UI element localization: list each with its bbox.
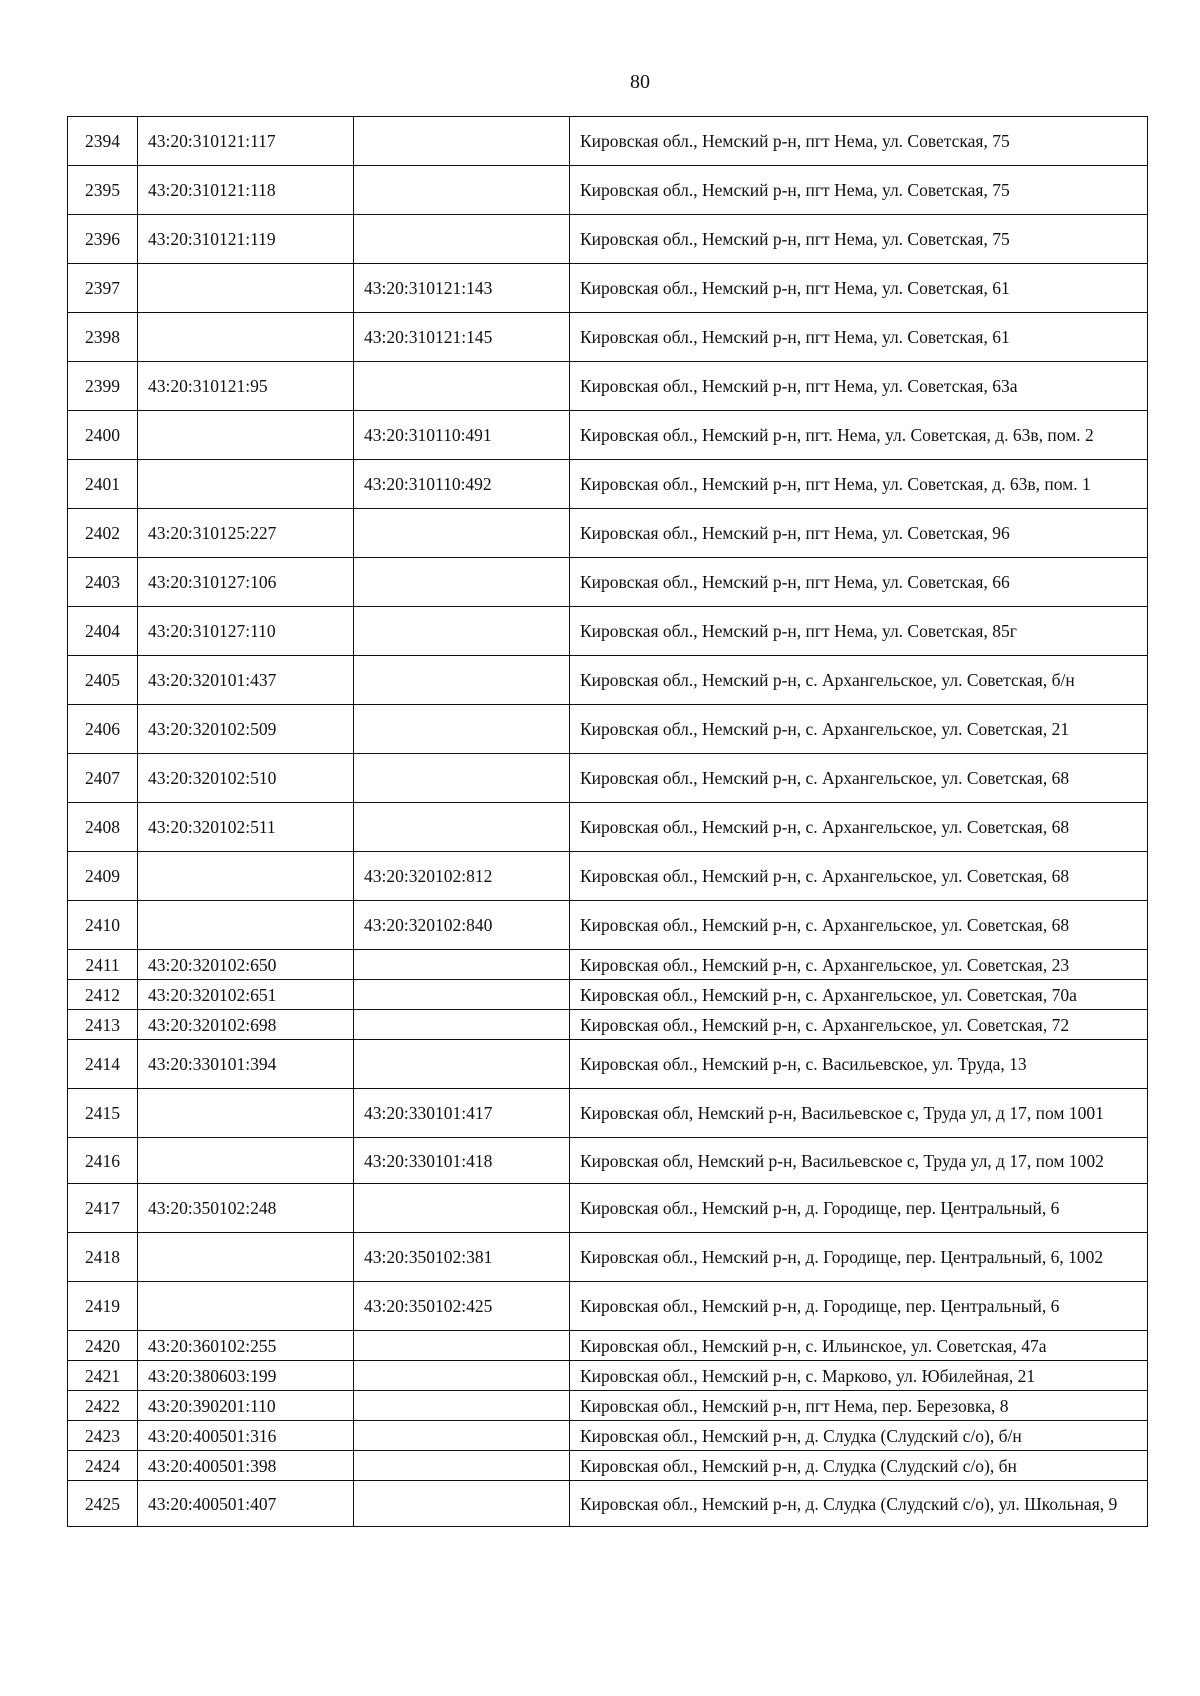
cadastral-number-cell: 43:20:400501:316 [138, 1421, 354, 1451]
row-number-cell: 2410 [68, 901, 138, 950]
table-row [68, 607, 1148, 656]
object-cadastral-number-cell [354, 1184, 570, 1233]
object-cadastral-number-cell [354, 980, 570, 1010]
row-number-cell: 2416 [68, 1138, 138, 1184]
table-row [68, 705, 1148, 754]
address-cell: Кировская обл., Немский р-н, пгт. Нема, ул. Советская, д. 63в, пом. 2 [570, 411, 1148, 460]
table-row [68, 852, 1148, 901]
address-cell: Кировская обл., Немский р-н, пгт Нема, пер. Березовка, 8 [570, 1391, 1148, 1421]
table-row [68, 117, 1148, 166]
table-row [68, 1282, 1148, 1331]
table-row [68, 980, 1148, 1010]
object-cadastral-number-cell [354, 607, 570, 656]
object-cadastral-number-cell [354, 1010, 570, 1040]
cadastral-number-cell: 43:20:400501:398 [138, 1451, 354, 1481]
row-number-cell: 2406 [68, 705, 138, 754]
address-cell: Кировская обл., Немский р-н, пгт Нема, ул. Советская, д. 63в, пом. 1 [570, 460, 1148, 509]
row-number-cell: 2425 [68, 1481, 138, 1527]
object-cadastral-number-cell: 43:20:310110:492 [354, 460, 570, 509]
row-number-cell: 2419 [68, 1282, 138, 1331]
table-row [68, 1089, 1148, 1138]
address-cell: Кировская обл., Немский р-н, д. Городище, пер. Центральный, 6 [570, 1282, 1148, 1331]
address-cell: Кировская обл., Немский р-н, д. Слудка (Слудский с/о), б/н [570, 1421, 1148, 1451]
table-row [68, 460, 1148, 509]
address-cell: Кировская обл., Немский р-н, с. Ильинское, ул. Советская, 47а [570, 1331, 1148, 1361]
row-number-cell: 2424 [68, 1451, 138, 1481]
address-cell: Кировская обл, Немский р-н, Васильевское с, Труда ул, д 17, пом 1001 [570, 1089, 1148, 1138]
object-cadastral-number-cell [354, 1481, 570, 1527]
address-cell: Кировская обл., Немский р-н, пгт Нема, ул. Советская, 85г [570, 607, 1148, 656]
table-row [68, 950, 1148, 980]
cadastral-number-cell [138, 460, 354, 509]
object-cadastral-number-cell [354, 705, 570, 754]
object-cadastral-number-cell [354, 1331, 570, 1361]
table-row [68, 1451, 1148, 1481]
row-number-cell: 2405 [68, 656, 138, 705]
row-number-cell: 2420 [68, 1331, 138, 1361]
object-cadastral-number-cell [354, 950, 570, 980]
object-cadastral-number-cell: 43:20:320102:840 [354, 901, 570, 950]
address-cell: Кировская обл., Немский р-н, с. Васильевское, ул. Труда, 13 [570, 1040, 1148, 1089]
row-number-cell: 2407 [68, 754, 138, 803]
address-cell: Кировская обл., Немский р-н, пгт Нема, ул. Советская, 66 [570, 558, 1148, 607]
table-row [68, 1040, 1148, 1089]
cadastral-number-cell: 43:20:360102:255 [138, 1331, 354, 1361]
cadastral-number-cell: 43:20:310121:119 [138, 215, 354, 264]
address-cell: Кировская обл., Немский р-н, пгт Нема, ул. Советская, 75 [570, 215, 1148, 264]
cadastral-number-cell: 43:20:350102:248 [138, 1184, 354, 1233]
table-row [68, 1421, 1148, 1451]
row-number-cell: 2399 [68, 362, 138, 411]
cadastral-number-cell: 43:20:310121:118 [138, 166, 354, 215]
object-cadastral-number-cell: 43:20:310121:143 [354, 264, 570, 313]
address-cell: Кировская обл., Немский р-н, с. Архангельское, ул. Советская, 68 [570, 803, 1148, 852]
cadastral-number-cell [138, 901, 354, 950]
row-number-cell: 2402 [68, 509, 138, 558]
table-row [68, 558, 1148, 607]
address-cell: Кировская обл, Немский р-н, Васильевское с, Труда ул, д 17, пом 1002 [570, 1138, 1148, 1184]
address-cell: Кировская обл., Немский р-н, пгт Нема, ул. Советская, 61 [570, 313, 1148, 362]
object-cadastral-number-cell [354, 656, 570, 705]
row-number-cell: 2421 [68, 1361, 138, 1391]
row-number-cell: 2398 [68, 313, 138, 362]
row-number-cell: 2400 [68, 411, 138, 460]
row-number-cell: 2403 [68, 558, 138, 607]
address-cell: Кировская обл., Немский р-н, д. Городище, пер. Центральный, 6 [570, 1184, 1148, 1233]
object-cadastral-number-cell [354, 803, 570, 852]
object-cadastral-number-cell [354, 1391, 570, 1421]
table-row [68, 411, 1148, 460]
object-cadastral-number-cell: 43:20:320102:812 [354, 852, 570, 901]
table-row [68, 1391, 1148, 1421]
cadastral-number-cell: 43:20:320102:511 [138, 803, 354, 852]
address-cell: Кировская обл., Немский р-н, д. Слудка (Слудский с/о), бн [570, 1451, 1148, 1481]
table-body [68, 117, 1148, 1527]
object-cadastral-number-cell: 43:20:350102:425 [354, 1282, 570, 1331]
address-cell: Кировская обл., Немский р-н, с. Архангельское, ул. Советская, 68 [570, 852, 1148, 901]
cadastral-number-cell [138, 411, 354, 460]
cadastral-number-cell: 43:20:310127:106 [138, 558, 354, 607]
address-cell: Кировская обл., Немский р-н, пгт Нема, ул. Советская, 75 [570, 166, 1148, 215]
object-cadastral-number-cell [354, 509, 570, 558]
object-cadastral-number-cell [354, 362, 570, 411]
cadastral-number-cell [138, 313, 354, 362]
table-row [68, 509, 1148, 558]
table-row [68, 362, 1148, 411]
table-row [68, 1481, 1148, 1527]
address-cell: Кировская обл., Немский р-н, пгт Нема, ул. Советская, 61 [570, 264, 1148, 313]
address-cell: Кировская обл., Немский р-н, с. Архангельское, ул. Советская, 70а [570, 980, 1148, 1010]
cadastral-number-cell: 43:20:310121:95 [138, 362, 354, 411]
address-cell: Кировская обл., Немский р-н, с. Архангельское, ул. Советская, б/н [570, 656, 1148, 705]
object-cadastral-number-cell [354, 1361, 570, 1391]
table-row [68, 656, 1148, 705]
cadastral-number-cell [138, 1138, 354, 1184]
cadastral-number-cell: 43:20:320102:650 [138, 950, 354, 980]
registry-table [67, 116, 1148, 1527]
row-number-cell: 2422 [68, 1391, 138, 1421]
row-number-cell: 2412 [68, 980, 138, 1010]
cadastral-number-cell: 43:20:320101:437 [138, 656, 354, 705]
address-cell: Кировская обл., Немский р-н, д. Слудка (Слудский с/о), ул. Школьная, 9 [570, 1481, 1148, 1527]
cadastral-number-cell: 43:20:320102:698 [138, 1010, 354, 1040]
cadastral-number-cell: 43:20:400501:407 [138, 1481, 354, 1527]
cadastral-number-cell: 43:20:380603:199 [138, 1361, 354, 1391]
address-cell: Кировская обл., Немский р-н, д. Городище, пер. Центральный, 6, 1002 [570, 1233, 1148, 1282]
object-cadastral-number-cell [354, 558, 570, 607]
cadastral-number-cell: 43:20:390201:110 [138, 1391, 354, 1421]
row-number-cell: 2409 [68, 852, 138, 901]
address-cell: Кировская обл., Немский р-н, пгт Нема, ул. Советская, 96 [570, 509, 1148, 558]
object-cadastral-number-cell: 43:20:310110:491 [354, 411, 570, 460]
row-number-cell: 2423 [68, 1421, 138, 1451]
cadastral-number-cell [138, 1233, 354, 1282]
object-cadastral-number-cell [354, 1421, 570, 1451]
table-row [68, 313, 1148, 362]
object-cadastral-number-cell: 43:20:330101:417 [354, 1089, 570, 1138]
object-cadastral-number-cell [354, 1451, 570, 1481]
address-cell: Кировская обл., Немский р-н, с. Архангельское, ул. Советская, 23 [570, 950, 1148, 980]
address-cell: Кировская обл., Немский р-н, с. Марково, ул. Юбилейная, 21 [570, 1361, 1148, 1391]
table-row [68, 1361, 1148, 1391]
cadastral-number-cell: 43:20:310121:117 [138, 117, 354, 166]
table-row [68, 1331, 1148, 1361]
row-number-cell: 2395 [68, 166, 138, 215]
table-row [68, 166, 1148, 215]
row-number-cell: 2396 [68, 215, 138, 264]
row-number-cell: 2394 [68, 117, 138, 166]
table-row [68, 1010, 1148, 1040]
table-row [68, 1233, 1148, 1282]
object-cadastral-number-cell [354, 754, 570, 803]
row-number-cell: 2418 [68, 1233, 138, 1282]
row-number-cell: 2404 [68, 607, 138, 656]
object-cadastral-number-cell: 43:20:310121:145 [354, 313, 570, 362]
object-cadastral-number-cell [354, 117, 570, 166]
object-cadastral-number-cell [354, 166, 570, 215]
row-number-cell: 2413 [68, 1010, 138, 1040]
object-cadastral-number-cell: 43:20:350102:381 [354, 1233, 570, 1282]
object-cadastral-number-cell [354, 1040, 570, 1089]
row-number-cell: 2411 [68, 950, 138, 980]
address-cell: Кировская обл., Немский р-н, с. Архангельское, ул. Советская, 21 [570, 705, 1148, 754]
cadastral-number-cell: 43:20:320102:509 [138, 705, 354, 754]
address-cell: Кировская обл., Немский р-н, с. Архангельское, ул. Советская, 72 [570, 1010, 1148, 1040]
table-row [68, 264, 1148, 313]
table-row [68, 215, 1148, 264]
table-row [68, 754, 1148, 803]
table-row [68, 803, 1148, 852]
address-cell: Кировская обл., Немский р-н, пгт Нема, ул. Советская, 75 [570, 117, 1148, 166]
cadastral-number-cell [138, 264, 354, 313]
address-cell: Кировская обл., Немский р-н, пгт Нема, ул. Советская, 63а [570, 362, 1148, 411]
address-cell: Кировская обл., Немский р-н, с. Архангельское, ул. Советская, 68 [570, 901, 1148, 950]
table-row [68, 1184, 1148, 1233]
table-row [68, 1138, 1148, 1184]
object-cadastral-number-cell [354, 215, 570, 264]
cadastral-number-cell: 43:20:320102:651 [138, 980, 354, 1010]
cadastral-number-cell [138, 1282, 354, 1331]
page-number: 80 [630, 71, 650, 93]
row-number-cell: 2415 [68, 1089, 138, 1138]
table-row [68, 901, 1148, 950]
object-cadastral-number-cell: 43:20:330101:418 [354, 1138, 570, 1184]
row-number-cell: 2401 [68, 460, 138, 509]
address-cell: Кировская обл., Немский р-н, с. Архангельское, ул. Советская, 68 [570, 754, 1148, 803]
row-number-cell: 2397 [68, 264, 138, 313]
row-number-cell: 2408 [68, 803, 138, 852]
row-number-cell: 2417 [68, 1184, 138, 1233]
cadastral-number-cell [138, 1089, 354, 1138]
cadastral-number-cell: 43:20:310127:110 [138, 607, 354, 656]
cadastral-number-cell: 43:20:330101:394 [138, 1040, 354, 1089]
cadastral-number-cell: 43:20:310125:227 [138, 509, 354, 558]
cadastral-number-cell [138, 852, 354, 901]
row-number-cell: 2414 [68, 1040, 138, 1089]
cadastral-number-cell: 43:20:320102:510 [138, 754, 354, 803]
